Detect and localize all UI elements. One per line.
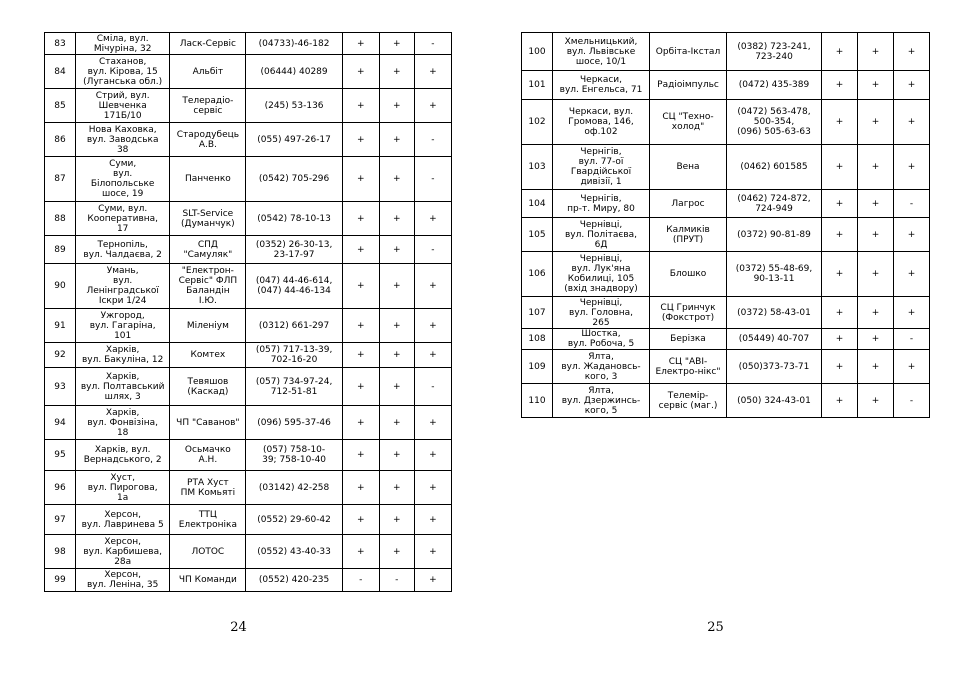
right-page: [477, 0, 954, 675]
phone-cell: (0552) 43-40-33: [246, 535, 342, 569]
mark-cell-2: +: [858, 350, 894, 384]
mark-cell-2: +: [858, 100, 894, 145]
mark-cell-3: -: [414, 368, 451, 406]
mark-cell-1: +: [342, 89, 379, 123]
mark-cell-3: +: [894, 145, 930, 190]
mark-cell-3: +: [414, 89, 451, 123]
mark-cell-1: +: [342, 368, 379, 406]
phone-cell: (0472) 563-478, 500-354, (096) 505-63-63: [727, 100, 822, 145]
address-cell: Чернігів, пр-т. Миру, 80: [553, 190, 650, 218]
table-row: [45, 157, 452, 202]
mark-cell-1: +: [342, 309, 379, 343]
phone-cell: (0552) 29-60-42: [246, 505, 342, 535]
address-cell: Нова Каховка, вул. Заводська 38: [76, 123, 170, 157]
phone-cell: (0542) 78-10-13: [246, 202, 342, 236]
row-number: 106: [522, 252, 553, 297]
mark-cell-2: +: [379, 406, 414, 440]
company-cell: Ласк-Сервіс: [170, 33, 246, 55]
mark-cell-2: +: [379, 309, 414, 343]
mark-cell-2: +: [858, 190, 894, 218]
mark-cell-1: +: [822, 71, 858, 100]
mark-cell-3: +: [414, 202, 451, 236]
row-number: 83: [45, 33, 76, 55]
address-cell: Чернівці, вул. Лук'яна Кобилиці, 105 (вхід знадвору): [553, 252, 650, 297]
row-number: 103: [522, 145, 553, 190]
mark-cell-3: -: [894, 190, 930, 218]
phone-cell: (0462) 724-872, 724-949: [727, 190, 822, 218]
table-row: [522, 252, 930, 297]
mark-cell-1: +: [342, 202, 379, 236]
page-number: 25: [707, 620, 724, 635]
mark-cell-3: -: [414, 236, 451, 264]
row-number: 108: [522, 329, 553, 350]
mark-cell-1: +: [342, 264, 379, 309]
address-cell: Херсон, вул. Леніна, 35: [76, 569, 170, 592]
phone-cell: (0542) 705-296: [246, 157, 342, 202]
mark-cell-1: +: [342, 123, 379, 157]
table-row: [522, 297, 930, 329]
mark-cell-1: +: [342, 236, 379, 264]
mark-cell-3: +: [414, 505, 451, 535]
company-cell: Стародубець А.В.: [170, 123, 246, 157]
mark-cell-3: +: [894, 218, 930, 252]
row-number: 100: [522, 33, 553, 71]
mark-cell-1: +: [822, 190, 858, 218]
table-row: [522, 33, 930, 71]
mark-cell-3: +: [894, 33, 930, 71]
phone-cell: (0312) 661-297: [246, 309, 342, 343]
mark-cell-2: +: [379, 89, 414, 123]
company-cell: SLT-Service (Думанчук): [170, 202, 246, 236]
mark-cell-3: -: [414, 33, 451, 55]
table-row: [522, 384, 930, 418]
address-cell: Чернівці, вул. Головна, 265: [553, 297, 650, 329]
address-cell: Черкаси, вул. Громова, 146, оф.102: [553, 100, 650, 145]
company-cell: ЛОТОС: [170, 535, 246, 569]
phone-cell: (06444) 40289: [246, 55, 342, 89]
address-cell: Стрий, вул. Шевченка 171Б/10: [76, 89, 170, 123]
phone-cell: (04733)-46-182: [246, 33, 342, 55]
phone-cell: (0552) 420-235: [246, 569, 342, 592]
mark-cell-1: +: [342, 33, 379, 55]
company-cell: Калмиків (ПРУТ): [650, 218, 727, 252]
row-number: 84: [45, 55, 76, 89]
service-centers-table-right: [521, 32, 930, 418]
address-cell: Суми, вул. Білопольське шосе, 19: [76, 157, 170, 202]
mark-cell-1: +: [342, 406, 379, 440]
row-number: 93: [45, 368, 76, 406]
row-number: 105: [522, 218, 553, 252]
mark-cell-3: +: [414, 440, 451, 471]
mark-cell-2: +: [379, 157, 414, 202]
mark-cell-2: +: [379, 202, 414, 236]
phone-cell: (050) 324-43-01: [727, 384, 822, 418]
mark-cell-3: +: [414, 309, 451, 343]
table-row: [522, 71, 930, 100]
phone-cell: (0372) 55-48-69, 90-13-11: [727, 252, 822, 297]
company-cell: СЦ Гринчук (Фокстрот): [650, 297, 727, 329]
mark-cell-2: +: [858, 252, 894, 297]
table-row: [522, 100, 930, 145]
mark-cell-2: +: [858, 71, 894, 100]
mark-cell-3: +: [894, 252, 930, 297]
mark-cell-1: +: [342, 440, 379, 471]
mark-cell-3: +: [414, 406, 451, 440]
table-row: [45, 264, 452, 309]
company-cell: Лагрос: [650, 190, 727, 218]
table-row: [45, 471, 452, 505]
mark-cell-1: +: [822, 100, 858, 145]
mark-cell-3: -: [894, 329, 930, 350]
table-row: [45, 406, 452, 440]
address-cell: Умань, вул. Ленінградської Іскри 1/24: [76, 264, 170, 309]
mark-cell-2: -: [379, 569, 414, 592]
company-cell: СЦ "Техно- холод": [650, 100, 727, 145]
mark-cell-2: +: [858, 384, 894, 418]
address-cell: Сміла, вул. Мічуріна, 32: [76, 33, 170, 55]
mark-cell-2: +: [379, 55, 414, 89]
address-cell: Чернігів, вул. 77-ої Гвардійської дивізії, 1: [553, 145, 650, 190]
table-row: [45, 202, 452, 236]
mark-cell-3: -: [894, 384, 930, 418]
row-number: 96: [45, 471, 76, 505]
mark-cell-2: +: [858, 297, 894, 329]
phone-cell: (096) 595-37-46: [246, 406, 342, 440]
page-number: 24: [230, 620, 247, 635]
table-row: [522, 350, 930, 384]
mark-cell-3: +: [414, 569, 451, 592]
mark-cell-3: +: [894, 100, 930, 145]
company-cell: Альбіт: [170, 55, 246, 89]
mark-cell-2: +: [379, 264, 414, 309]
address-cell: Стаханов, вул. Кірова, 15 (Луганська обл.): [76, 55, 170, 89]
address-cell: Чернівці, вул. Політаєва, 6Д: [553, 218, 650, 252]
row-number: 88: [45, 202, 76, 236]
mark-cell-2: +: [858, 33, 894, 71]
address-cell: Харків, вул. Фонвізіна, 18: [76, 406, 170, 440]
mark-cell-1: +: [822, 350, 858, 384]
company-cell: Телемір- сервіс (маг.): [650, 384, 727, 418]
mark-cell-3: -: [414, 123, 451, 157]
phone-cell: (0372) 90-81-89: [727, 218, 822, 252]
address-cell: Суми, вул. Кооперативна, 17: [76, 202, 170, 236]
table-row: [45, 343, 452, 368]
row-number: 85: [45, 89, 76, 123]
table-row: [522, 145, 930, 190]
company-cell: Міленіум: [170, 309, 246, 343]
company-cell: Тевяшов (Каскад): [170, 368, 246, 406]
row-number: 98: [45, 535, 76, 569]
service-centers-table-left: [44, 32, 452, 592]
address-cell: Хуст, вул. Пирогова, 1а: [76, 471, 170, 505]
table-row: [522, 190, 930, 218]
company-cell: Осьмачко А.Н.: [170, 440, 246, 471]
company-cell: ТТЦ Електроніка: [170, 505, 246, 535]
mark-cell-2: +: [379, 505, 414, 535]
mark-cell-3: +: [414, 264, 451, 309]
address-cell: Ялта, вул. Жадановсь- кого, 3: [553, 350, 650, 384]
row-number: 101: [522, 71, 553, 100]
mark-cell-2: +: [858, 145, 894, 190]
phone-cell: (05449) 40-707: [727, 329, 822, 350]
address-cell: Ужгород, вул. Гагаріна, 101: [76, 309, 170, 343]
mark-cell-2: +: [379, 440, 414, 471]
table-row: [45, 309, 452, 343]
mark-cell-1: +: [342, 505, 379, 535]
company-cell: Блошко: [650, 252, 727, 297]
address-cell: Херсон, вул. Карбишева, 28а: [76, 535, 170, 569]
address-cell: Шостка, вул. Робоча, 5: [553, 329, 650, 350]
mark-cell-3: +: [414, 535, 451, 569]
mark-cell-3: -: [414, 157, 451, 202]
row-number: 102: [522, 100, 553, 145]
table-row: [45, 505, 452, 535]
phone-cell: (0382) 723-241, 723-240: [727, 33, 822, 71]
company-cell: Берізка: [650, 329, 727, 350]
mark-cell-2: +: [379, 236, 414, 264]
row-number: 89: [45, 236, 76, 264]
mark-cell-1: +: [822, 218, 858, 252]
mark-cell-2: +: [379, 535, 414, 569]
mark-cell-1: +: [822, 384, 858, 418]
row-number: 107: [522, 297, 553, 329]
phone-cell: (0472) 435-389: [727, 71, 822, 100]
company-cell: Орбіта-Ікстал: [650, 33, 727, 71]
row-number: 104: [522, 190, 553, 218]
table-row: [45, 55, 452, 89]
row-number: 99: [45, 569, 76, 592]
mark-cell-1: +: [342, 535, 379, 569]
mark-cell-1: +: [822, 145, 858, 190]
mark-cell-2: +: [379, 471, 414, 505]
mark-cell-3: +: [894, 71, 930, 100]
company-cell: Комтех: [170, 343, 246, 368]
company-cell: Радіоімпульс: [650, 71, 727, 100]
mark-cell-3: +: [414, 55, 451, 89]
mark-cell-1: +: [822, 329, 858, 350]
mark-cell-3: +: [894, 350, 930, 384]
phone-cell: (0352) 26-30-13, 23-17-97: [246, 236, 342, 264]
mark-cell-3: +: [414, 343, 451, 368]
mark-cell-2: +: [379, 123, 414, 157]
phone-cell: (03142) 42-258: [246, 471, 342, 505]
row-number: 94: [45, 406, 76, 440]
row-number: 110: [522, 384, 553, 418]
address-cell: Харків, вул. Вернадського, 2: [76, 440, 170, 471]
address-cell: Черкаси, вул. Енгельса, 71: [553, 71, 650, 100]
mark-cell-2: +: [379, 33, 414, 55]
table-row: [522, 218, 930, 252]
row-number: 95: [45, 440, 76, 471]
mark-cell-2: +: [379, 343, 414, 368]
row-number: 91: [45, 309, 76, 343]
table-row: [522, 329, 930, 350]
table-row: [45, 33, 452, 55]
mark-cell-1: +: [822, 252, 858, 297]
phone-cell: (245) 53-136: [246, 89, 342, 123]
address-cell: Харків, вул. Полтавський шлях, 3: [76, 368, 170, 406]
row-number: 109: [522, 350, 553, 384]
company-cell: Телерадіо- сервіс: [170, 89, 246, 123]
mark-cell-1: +: [342, 471, 379, 505]
row-number: 90: [45, 264, 76, 309]
table-row: [45, 368, 452, 406]
table-row: [45, 535, 452, 569]
table-row: [45, 89, 452, 123]
row-number: 92: [45, 343, 76, 368]
table-row: [45, 123, 452, 157]
phone-cell: (057) 734-97-24, 712-51-81: [246, 368, 342, 406]
address-cell: Тернопіль, вул. Чалдаєва, 2: [76, 236, 170, 264]
company-cell: РТА Хуст ПМ Комьяті: [170, 471, 246, 505]
mark-cell-1: +: [342, 343, 379, 368]
mark-cell-2: +: [858, 329, 894, 350]
mark-cell-1: +: [822, 33, 858, 71]
company-cell: "Електрон- Сервіс" ФЛП Баландін І.Ю.: [170, 264, 246, 309]
company-cell: Вена: [650, 145, 727, 190]
mark-cell-1: +: [342, 157, 379, 202]
company-cell: ЧП Команди: [170, 569, 246, 592]
address-cell: Херсон, вул. Лавринева 5: [76, 505, 170, 535]
mark-cell-1: -: [342, 569, 379, 592]
mark-cell-1: +: [342, 55, 379, 89]
mark-cell-3: +: [414, 471, 451, 505]
mark-cell-2: +: [379, 368, 414, 406]
company-cell: СЦ "АВІ- Електро-нікс": [650, 350, 727, 384]
row-number: 97: [45, 505, 76, 535]
company-cell: СПД "Самуляк": [170, 236, 246, 264]
address-cell: Ялта, вул. Дзержинсь- кого, 5: [553, 384, 650, 418]
mark-cell-2: +: [858, 218, 894, 252]
address-cell: Харків, вул. Бакуліна, 12: [76, 343, 170, 368]
table-row: [45, 440, 452, 471]
row-number: 87: [45, 157, 76, 202]
address-cell: Хмельницький, вул. Львівське шосе, 10/1: [553, 33, 650, 71]
mark-cell-3: +: [894, 297, 930, 329]
phone-cell: (057) 717-13-39, 702-16-20: [246, 343, 342, 368]
phone-cell: (057) 758-10- 39; 758-10-40: [246, 440, 342, 471]
phone-cell: (0462) 601585: [727, 145, 822, 190]
phone-cell: (047) 44-46-614, (047) 44-46-134: [246, 264, 342, 309]
company-cell: Панченко: [170, 157, 246, 202]
row-number: 86: [45, 123, 76, 157]
phone-cell: (0372) 58-43-01: [727, 297, 822, 329]
table-row: [45, 569, 452, 592]
phone-cell: (055) 497-26-17: [246, 123, 342, 157]
phone-cell: (050)373-73-71: [727, 350, 822, 384]
company-cell: ЧП "Саванов": [170, 406, 246, 440]
mark-cell-1: +: [822, 297, 858, 329]
table-row: [45, 236, 452, 264]
